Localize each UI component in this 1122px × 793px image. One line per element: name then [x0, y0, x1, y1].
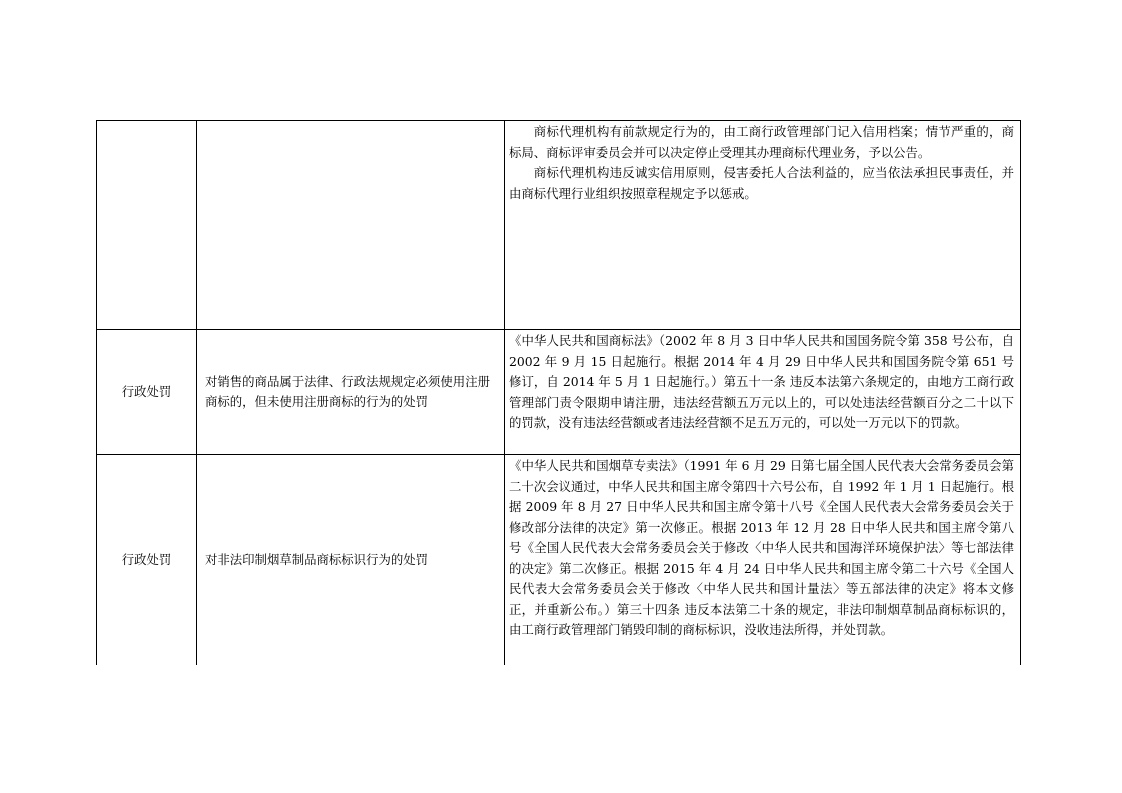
- penalty-category-cell: 行政处罚: [97, 330, 197, 455]
- legal-basis-paragraph: 商标代理机构有前款规定行为的，由工商行政管理部门记入信用档案；情节严重的，商标局、商标评审委员会并可以决定停止受理其办理商标代理业务，予以公告。: [509, 124, 1014, 160]
- legal-basis-paragraph: 《中华人民共和国商标法》（2002 年 8 月 3 日中华人民共和国国务院令第 358 号公布，自 2002 年 9 月 15 日起施行。根据 2014 年 4 月 29 日中华人民共和国国务院令第 651 号修订，自 2014 年 5 月 1 日起施行。）第五十一条 违反本法第六条规定的，由地方工商行政管理部门责令限期申请注册，违法经营额五万元以上的，可以处违法经营额百分之二十以下的罚款，没有违法经营额或者违法经营额不足五万元的，可以处一万元以下的罚款。: [509, 333, 1014, 430]
- table-row: [97, 330, 1021, 455]
- table-row: [97, 121, 1021, 330]
- legal-basis-cell: [505, 330, 1021, 455]
- legal-basis-cell: [505, 455, 1021, 665]
- legal-basis-paragraph: 《中华人民共和国烟草专卖法》（1991 年 6 月 29 日第七届全国人民代表大会常务委员会第二十次会议通过，中华人民共和国主席令第四十六号公布，自 1992 年 1 月 1 日起施行。根据 2009 年 8 月 27 日中华人民共和国主席令第十八号《全国人民代表大会常务委员会关于修改部分法律的决定》第一次修正。根据 2013 年 12 月 28 日中华人民共和国主席令第八号《全国人民代表大会常务委员会关于修改〈中华人民共和国海洋环境保护法〉等七部法律的决定》第二次修正。根据 2015 年 4 月 24 日中华人民共和国主席令第二十六号《全国人民代表大会常务委员会关于修改〈中华人民共和国计量法〉等五部法律的决定》将本文修正，并重新公布。）第三十四条 违反本法第二十条的规定，非法印制烟草制品商标标识的，由工商行政管理部门销毁印制的商标标识，没收违法所得，并处罚款。: [509, 458, 1014, 637]
- penalty-category-cell: [97, 121, 197, 330]
- penalty-item-cell: 对销售的商品属于法律、行政法规规定必须使用注册商标的，但未使用注册商标的行为的处罚: [197, 330, 505, 455]
- legal-basis-cell: [505, 121, 1021, 330]
- penalty-item-cell: 对非法印制烟草制品商标标识行为的处罚: [197, 455, 505, 665]
- legal-basis-paragraph: 商标代理机构违反诚实信用原则，侵害委托人合法利益的，应当依法承担民事责任，并由商标代理行业组织按照章程规定予以惩戒。: [509, 165, 1014, 201]
- table-row: [97, 455, 1021, 665]
- penalty-table: [96, 120, 1021, 665]
- penalty-item-cell: [197, 121, 505, 330]
- penalty-category-cell: 行政处罚: [97, 455, 197, 665]
